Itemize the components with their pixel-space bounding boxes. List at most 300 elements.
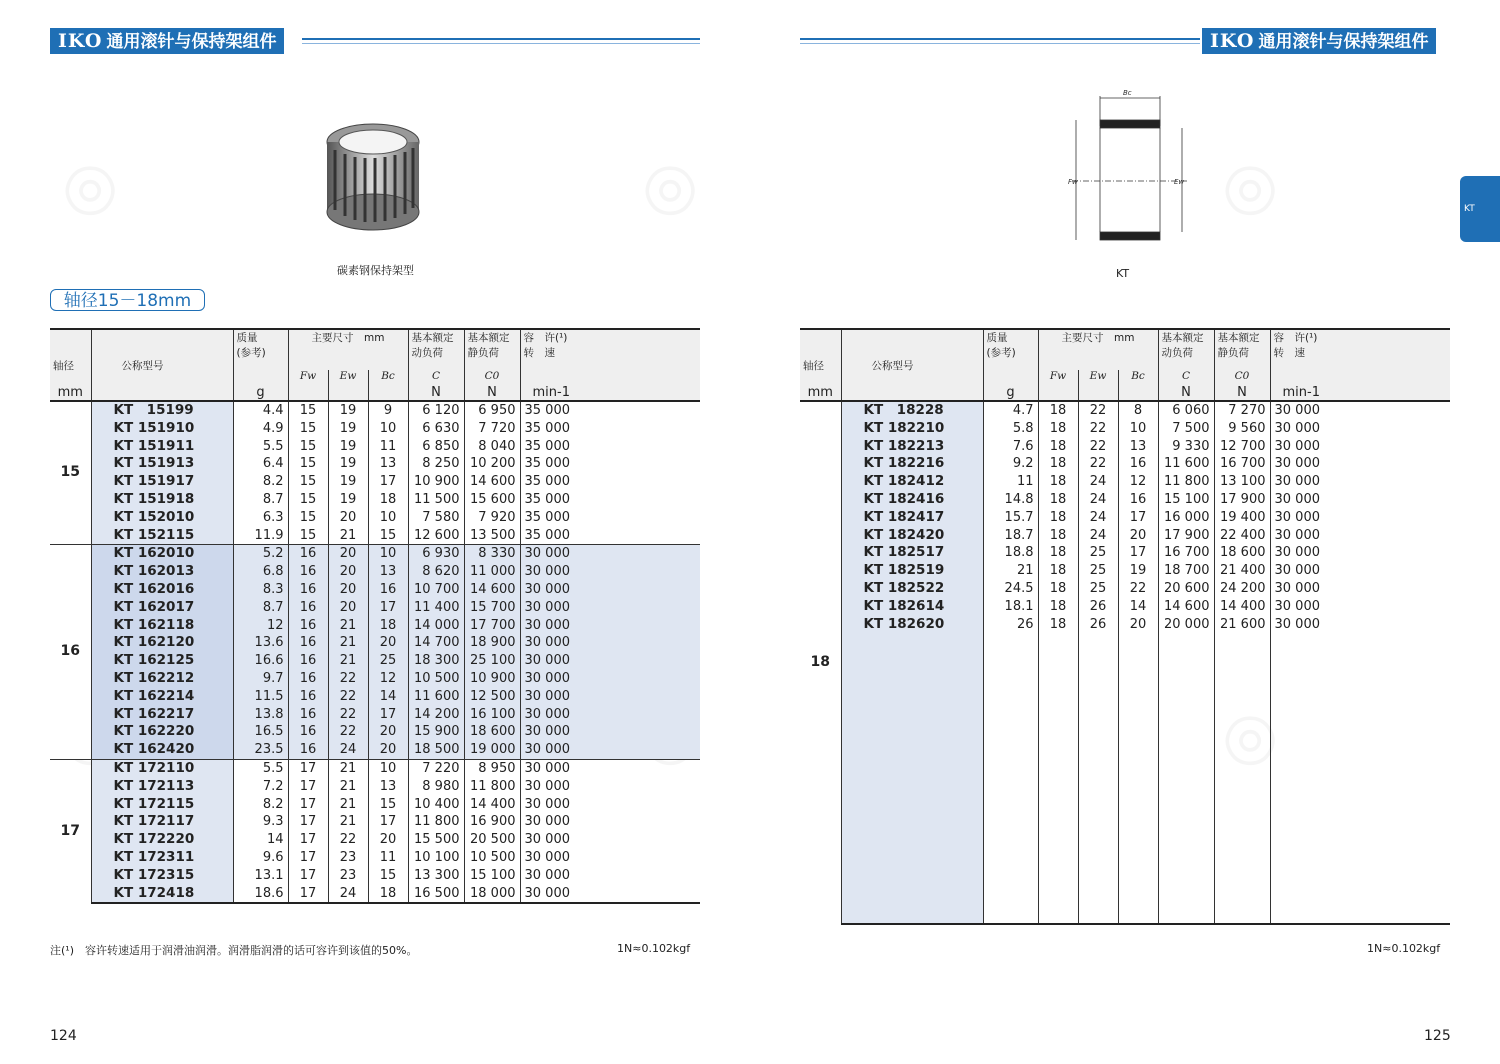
model-cell: KT 182417 — [841, 509, 983, 527]
unit-shaft: mm — [807, 385, 833, 400]
unit-bc — [368, 385, 408, 401]
bc-cell: 9 — [368, 401, 408, 420]
fw-cell: 18 — [1038, 420, 1078, 438]
fw-cell: 16 — [288, 652, 328, 670]
speed-cell: 30 000 — [520, 849, 700, 867]
bc-cell: 20 — [368, 634, 408, 652]
shaft-cell: 16 — [50, 545, 91, 760]
speed-cell: 30 000 — [1270, 598, 1450, 616]
table-row — [800, 509, 1450, 527]
speed-cell: 30 000 — [520, 706, 700, 724]
mass-cell: 11 — [983, 473, 1038, 491]
ew-cell: 22 — [328, 706, 368, 724]
static-load-cell: 11 800 — [464, 778, 520, 796]
col-speed-blank — [520, 370, 700, 385]
table-row — [50, 706, 700, 724]
static-load-cell: 15 600 — [464, 491, 520, 509]
static-load-cell: 16 100 — [464, 706, 520, 724]
fw-cell: 15 — [288, 527, 328, 545]
fw-cell: 16 — [288, 670, 328, 688]
header-title: 通用滚针与保持架组件 — [106, 32, 277, 52]
mass-cell: 21 — [983, 562, 1038, 580]
static-load-cell: 7 720 — [464, 420, 520, 438]
ew-cell: 20 — [328, 545, 368, 563]
table-filler-row — [800, 633, 1450, 924]
dyn-load-cell: 9 330 — [1158, 438, 1214, 456]
bc-cell: 15 — [368, 527, 408, 545]
table-row — [50, 401, 700, 420]
model-cell: KT 162125 — [91, 652, 233, 670]
static-load-cell: 18 900 — [464, 634, 520, 652]
fw-cell: 16 — [288, 688, 328, 706]
col-speed-blank — [1270, 370, 1450, 385]
ew-cell: 19 — [328, 491, 368, 509]
mass-cell: 6.3 — [233, 509, 288, 527]
fw-cell: 18 — [1038, 509, 1078, 527]
fw-cell: 18 — [1038, 527, 1078, 545]
unit-dyn: N — [408, 385, 464, 401]
mass-cell: 9.3 — [233, 813, 288, 831]
left-header — [50, 28, 700, 54]
model-cell: KT 151917 — [91, 473, 233, 491]
static-load-cell: 24 200 — [1214, 580, 1270, 598]
unit-stat: N — [1214, 385, 1270, 401]
static-load-cell: 10 900 — [464, 670, 520, 688]
table-row — [800, 598, 1450, 616]
table-row — [800, 616, 1450, 634]
bc-cell: 17 — [368, 599, 408, 617]
table-row — [50, 723, 700, 741]
ew-cell: 22 — [328, 831, 368, 849]
model-cell: KT 162420 — [91, 741, 233, 759]
table-row — [800, 580, 1450, 598]
bc-cell: 14 — [368, 688, 408, 706]
dyn-load-cell: 6 120 — [408, 401, 464, 420]
model-cell: KT 162217 — [91, 706, 233, 724]
static-load-cell: 10 200 — [464, 455, 520, 473]
speed-cell: 30 000 — [520, 741, 700, 759]
table-row — [50, 527, 700, 545]
table-row — [50, 563, 700, 581]
fw-cell: 17 — [288, 778, 328, 796]
unit-speed: min-1 — [1270, 385, 1450, 401]
unit-shaft: mm — [57, 385, 83, 400]
col-fw: Fw — [288, 370, 328, 385]
bc-cell: 20 — [368, 831, 408, 849]
bc-cell: 25 — [368, 652, 408, 670]
unit-dyn: N — [1158, 385, 1214, 401]
header-rule — [800, 43, 1200, 44]
static-load-cell: 10 500 — [464, 849, 520, 867]
mass-cell: 13.1 — [233, 867, 288, 885]
table-row — [50, 759, 700, 777]
diagram-caption: KT — [1116, 267, 1130, 280]
unit-model — [91, 385, 233, 401]
dyn-load-cell: 20 600 — [1158, 580, 1214, 598]
side-index-tab[interactable]: KT — [1460, 176, 1500, 242]
ew-cell: 21 — [328, 634, 368, 652]
dyn-load-cell: 6 850 — [408, 438, 464, 456]
mass-cell: 18.8 — [983, 544, 1038, 562]
model-cell: KT 172117 — [91, 813, 233, 831]
ew-cell: 19 — [328, 401, 368, 420]
dyn-load-cell: 6 060 — [1158, 401, 1214, 420]
static-load-cell: 13 500 — [464, 527, 520, 545]
mass-cell: 9.6 — [233, 849, 288, 867]
fw-cell: 18 — [1038, 544, 1078, 562]
table-row — [50, 509, 700, 527]
fw-cell: 15 — [288, 491, 328, 509]
fw-cell: 15 — [288, 438, 328, 456]
static-load-cell: 21 600 — [1214, 616, 1270, 634]
table-row — [800, 420, 1450, 438]
mass-cell: 16.5 — [233, 723, 288, 741]
mass-cell: 16.6 — [233, 652, 288, 670]
diagram-label-fw: Fw — [1068, 178, 1078, 186]
fw-cell: 15 — [288, 509, 328, 527]
col-shaft: 轴径 — [53, 360, 74, 372]
dyn-load-cell: 16 000 — [1158, 509, 1214, 527]
bc-cell: 15 — [368, 796, 408, 814]
model-cell: KT 172418 — [91, 885, 233, 904]
dyn-load-cell: 11 800 — [408, 813, 464, 831]
table-row — [800, 438, 1450, 456]
filler-cell — [1118, 633, 1158, 924]
bc-cell: 20 — [368, 741, 408, 759]
mass-cell: 8.2 — [233, 796, 288, 814]
mass-cell: 4.4 — [233, 401, 288, 420]
fw-cell: 16 — [288, 617, 328, 635]
col-dyn-sym: C — [1158, 370, 1214, 385]
mass-cell: 18.7 — [983, 527, 1038, 545]
mass-cell: 4.7 — [983, 401, 1038, 420]
ew-cell: 22 — [328, 688, 368, 706]
dyn-load-cell: 11 600 — [1158, 455, 1214, 473]
watermark — [1205, 141, 1290, 233]
col-bc: Bc — [368, 370, 408, 385]
speed-cell: 30 000 — [520, 670, 700, 688]
static-load-cell: 15 700 — [464, 599, 520, 617]
speed-cell: 30 000 — [1270, 401, 1450, 420]
header-rule — [302, 38, 700, 40]
col-dyn: 基本额定 动负荷 — [1158, 329, 1214, 370]
static-load-cell: 17 900 — [1214, 491, 1270, 509]
dyn-load-cell: 8 980 — [408, 778, 464, 796]
bc-cell: 17 — [1118, 509, 1158, 527]
model-cell: KT 182420 — [841, 527, 983, 545]
filler-cell — [1038, 633, 1078, 924]
bc-cell: 10 — [1118, 420, 1158, 438]
fw-cell: 16 — [288, 545, 328, 563]
model-cell: KT 162220 — [91, 723, 233, 741]
model-cell: KT 18228 — [841, 401, 983, 420]
speed-cell: 35 000 — [520, 455, 700, 473]
col-stat-sym: C0 — [1214, 370, 1270, 385]
table-row — [800, 401, 1450, 420]
bc-cell: 14 — [1118, 598, 1158, 616]
fw-cell: 17 — [288, 867, 328, 885]
mass-cell: 9.7 — [233, 670, 288, 688]
col-dyn: 基本额定 动负荷 — [408, 329, 464, 370]
model-cell: KT 182210 — [841, 420, 983, 438]
model-cell: KT 172113 — [91, 778, 233, 796]
mass-cell: 18.6 — [233, 885, 288, 904]
dyn-load-cell: 15 100 — [1158, 491, 1214, 509]
iko-logo: IKO — [58, 30, 103, 52]
speed-cell: 30 000 — [1270, 473, 1450, 491]
static-load-cell: 8 330 — [464, 545, 520, 563]
model-cell: KT 182519 — [841, 562, 983, 580]
dyn-load-cell: 11 600 — [408, 688, 464, 706]
speed-cell: 35 000 — [520, 509, 700, 527]
table-row — [50, 455, 700, 473]
static-load-cell: 9 560 — [1214, 420, 1270, 438]
static-load-cell: 20 500 — [464, 831, 520, 849]
mass-cell: 12 — [233, 617, 288, 635]
model-cell: KT 182216 — [841, 455, 983, 473]
col-shaft: 轴径 — [803, 360, 824, 372]
static-load-cell: 15 100 — [464, 867, 520, 885]
bc-cell: 10 — [368, 420, 408, 438]
col-mass-blank — [233, 370, 288, 385]
unit-mass: g — [983, 385, 1038, 401]
unit-stat: N — [464, 385, 520, 401]
fw-cell: 15 — [288, 401, 328, 420]
table-row — [50, 652, 700, 670]
model-cell: KT 162120 — [91, 634, 233, 652]
ew-cell: 20 — [328, 563, 368, 581]
unit-speed: min-1 — [520, 385, 700, 401]
filler-cell — [1078, 633, 1118, 924]
page-number: 124 — [50, 1028, 77, 1044]
ew-cell: 21 — [328, 796, 368, 814]
fw-cell: 18 — [1038, 438, 1078, 456]
filler-cell — [983, 633, 1038, 924]
static-load-cell: 17 700 — [464, 617, 520, 635]
unit-model — [841, 385, 983, 401]
fw-cell: 16 — [288, 599, 328, 617]
static-load-cell: 22 400 — [1214, 527, 1270, 545]
speed-cell: 30 000 — [520, 759, 700, 777]
needle-cage-photo — [325, 122, 421, 232]
dyn-load-cell: 10 700 — [408, 581, 464, 599]
dyn-load-cell: 12 600 — [408, 527, 464, 545]
col-fw: Fw — [1038, 370, 1078, 385]
model-cell: KT 172315 — [91, 867, 233, 885]
bc-cell: 13 — [1118, 438, 1158, 456]
bc-cell: 20 — [1118, 527, 1158, 545]
bc-cell: 11 — [368, 849, 408, 867]
fw-cell: 18 — [1038, 491, 1078, 509]
model-cell: KT 172110 — [91, 759, 233, 777]
table-row — [50, 473, 700, 491]
bc-cell: 15 — [368, 867, 408, 885]
bc-cell: 10 — [368, 759, 408, 777]
table-row — [50, 545, 700, 563]
dyn-load-cell: 10 100 — [408, 849, 464, 867]
bc-cell: 20 — [368, 723, 408, 741]
speed-cell: 30 000 — [520, 652, 700, 670]
ew-cell: 23 — [328, 849, 368, 867]
fw-cell: 16 — [288, 706, 328, 724]
static-load-cell: 19 000 — [464, 741, 520, 759]
bc-cell: 18 — [368, 617, 408, 635]
ew-cell: 22 — [1078, 438, 1118, 456]
model-cell: KT 162118 — [91, 617, 233, 635]
mass-cell: 4.9 — [233, 420, 288, 438]
dyn-load-cell: 13 300 — [408, 867, 464, 885]
model-cell: KT 162017 — [91, 599, 233, 617]
ew-cell: 22 — [328, 723, 368, 741]
col-model: 公称型号 — [91, 329, 233, 385]
dyn-load-cell: 7 580 — [408, 509, 464, 527]
speed-cell: 30 000 — [520, 599, 700, 617]
dyn-load-cell: 8 620 — [408, 563, 464, 581]
fw-cell: 16 — [288, 741, 328, 759]
model-cell: KT 15199 — [91, 401, 233, 420]
ew-cell: 24 — [1078, 509, 1118, 527]
static-load-cell: 12 700 — [1214, 438, 1270, 456]
ew-cell: 25 — [1078, 562, 1118, 580]
static-load-cell: 19 400 — [1214, 509, 1270, 527]
ew-cell: 21 — [328, 617, 368, 635]
speed-cell: 35 000 — [520, 420, 700, 438]
speed-cell: 30 000 — [1270, 420, 1450, 438]
bc-cell: 12 — [368, 670, 408, 688]
speed-cell: 35 000 — [520, 527, 700, 545]
shaft-cell: 15 — [60, 464, 80, 481]
speed-cell: 30 000 — [520, 813, 700, 831]
static-load-cell: 11 000 — [464, 563, 520, 581]
filler-cell — [1270, 633, 1450, 924]
fw-cell: 16 — [288, 563, 328, 581]
fw-cell: 18 — [1038, 455, 1078, 473]
table-row — [800, 527, 1450, 545]
mass-cell: 24.5 — [983, 580, 1038, 598]
dyn-load-cell: 7 500 — [1158, 420, 1214, 438]
ew-cell: 22 — [1078, 420, 1118, 438]
header-title: 通用滚针与保持架组件 — [1258, 32, 1429, 52]
mass-cell: 7.6 — [983, 438, 1038, 456]
static-load-cell: 21 400 — [1214, 562, 1270, 580]
mass-cell: 23.5 — [233, 741, 288, 759]
shaft-cell: 17 — [50, 759, 91, 903]
table-row — [50, 438, 700, 456]
mass-cell: 14.8 — [983, 491, 1038, 509]
bc-cell: 17 — [368, 473, 408, 491]
kt-section-diagram — [1062, 86, 1192, 246]
speed-cell: 30 000 — [520, 885, 700, 904]
ew-cell: 25 — [1078, 580, 1118, 598]
table-row — [800, 491, 1450, 509]
table-row — [50, 670, 700, 688]
table-row — [50, 831, 700, 849]
mass-cell: 13.6 — [233, 634, 288, 652]
dyn-load-cell: 11 500 — [408, 491, 464, 509]
dyn-load-cell: 14 000 — [408, 617, 464, 635]
speed-cell: 30 000 — [1270, 491, 1450, 509]
model-cell: KT 182614 — [841, 598, 983, 616]
speed-cell: 30 000 — [1270, 562, 1450, 580]
right-header — [800, 28, 1450, 54]
table-row — [50, 741, 700, 759]
static-load-cell: 6 950 — [464, 401, 520, 420]
bc-cell: 11 — [368, 438, 408, 456]
dyn-load-cell: 6 630 — [408, 420, 464, 438]
fw-cell: 17 — [288, 885, 328, 904]
bc-cell: 19 — [1118, 562, 1158, 580]
ew-cell: 26 — [1078, 598, 1118, 616]
table-row — [800, 544, 1450, 562]
diagram-label-bc: Bc — [1123, 89, 1132, 97]
ew-cell: 22 — [328, 670, 368, 688]
photo-caption: 碳素钢保持架型 — [337, 264, 414, 277]
dyn-load-cell: 14 200 — [408, 706, 464, 724]
mass-cell: 5.5 — [233, 438, 288, 456]
ew-cell: 24 — [1078, 527, 1118, 545]
model-cell: KT 172220 — [91, 831, 233, 849]
ew-cell: 19 — [328, 455, 368, 473]
fw-cell: 17 — [288, 849, 328, 867]
bc-cell: 22 — [1118, 580, 1158, 598]
filler-cell — [1158, 633, 1214, 924]
watermark — [45, 141, 130, 233]
left-spec-table — [50, 328, 700, 904]
dyn-load-cell: 17 900 — [1158, 527, 1214, 545]
table-row — [50, 796, 700, 814]
mass-cell: 8.7 — [233, 599, 288, 617]
table-row — [50, 688, 700, 706]
col-bc: Bc — [1118, 370, 1158, 385]
shaft-cell: 18 — [810, 654, 830, 671]
dyn-load-cell: 10 500 — [408, 670, 464, 688]
mass-cell: 14 — [233, 831, 288, 849]
mass-cell: 5.5 — [233, 759, 288, 777]
fw-cell: 17 — [288, 813, 328, 831]
bc-cell: 17 — [368, 706, 408, 724]
table-row — [50, 778, 700, 796]
bc-cell: 8 — [1118, 401, 1158, 420]
unit-fw — [288, 385, 328, 401]
model-cell: KT 162212 — [91, 670, 233, 688]
fw-cell: 18 — [1038, 401, 1078, 420]
bc-cell: 18 — [368, 885, 408, 904]
fw-cell: 18 — [1038, 616, 1078, 634]
ew-cell: 24 — [328, 885, 368, 904]
mass-cell: 6.8 — [233, 563, 288, 581]
mass-cell: 9.2 — [983, 455, 1038, 473]
model-cell: KT 162016 — [91, 581, 233, 599]
bc-cell: 18 — [368, 491, 408, 509]
model-cell: KT 152115 — [91, 527, 233, 545]
header-title-box — [50, 28, 284, 54]
col-stat: 基本额定 静负荷 — [464, 329, 520, 370]
unit-bc — [1118, 385, 1158, 401]
bc-cell: 13 — [368, 778, 408, 796]
fw-cell: 15 — [288, 420, 328, 438]
ew-cell: 22 — [1078, 455, 1118, 473]
col-stat-sym: C0 — [464, 370, 520, 385]
model-cell: KT 162010 — [91, 545, 233, 563]
static-load-cell: 12 500 — [464, 688, 520, 706]
speed-cell: 30 000 — [1270, 580, 1450, 598]
dyn-load-cell: 6 930 — [408, 545, 464, 563]
ew-cell: 21 — [328, 813, 368, 831]
speed-cell: 30 000 — [1270, 544, 1450, 562]
model-cell: KT 182213 — [841, 438, 983, 456]
mass-cell: 5.2 — [233, 545, 288, 563]
static-load-cell: 14 600 — [464, 581, 520, 599]
